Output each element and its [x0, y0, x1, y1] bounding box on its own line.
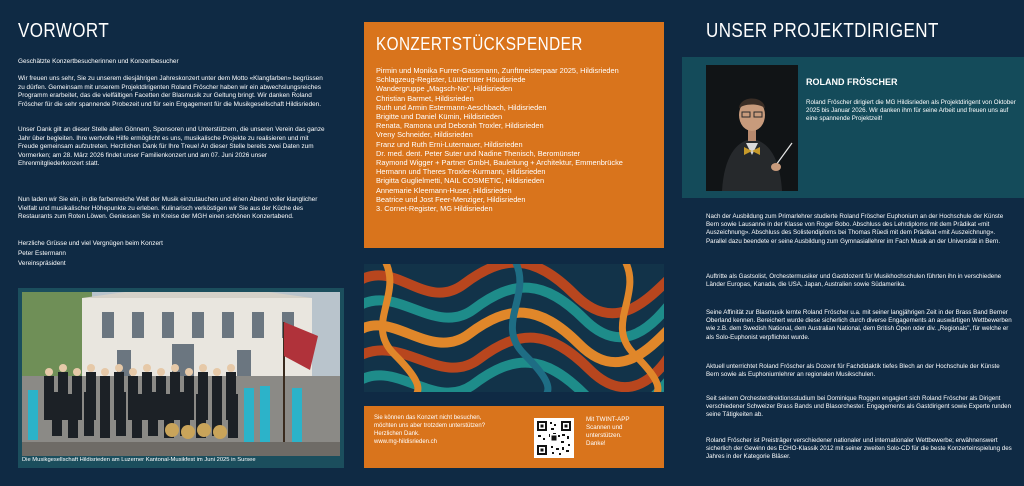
director-intro: Roland Fröscher dirigiert die MG Hildisrieden als Projektdirigent von Oktober 2025 bis Januar 2026. Wir danken ihm für seine Arbeit und freuen uns auf eine spannende Projektzeit! — [806, 99, 1016, 123]
vorwort-panel — [0, 0, 342, 486]
director-bio-2: Auftritte als Gastsolist, Orchestermusiker und Gastdozent für Musikhochschulen führten ihn in verschiedene Länder Europas, Kanada, die USA, Japan, Australien sowie Südamerika. — [706, 273, 1002, 289]
director-bio-4: Aktuell unterrichtet Roland Fröscher als Dozent für Fachdidaktik tiefes Blech an der Hochschule der Künste Bern sowie als Euphoniumlehrer an regionalen Musikschulen. — [706, 363, 1000, 379]
donor-item: Wandergruppe „Magsch-No", Hildisrieden — [376, 84, 513, 94]
twint-instructions-line-4: Danke! — [586, 440, 606, 447]
twint-appeal-line-3: Herzlichen Dank. — [374, 431, 420, 437]
band-photo — [22, 292, 340, 456]
vorwort-paragraph-2: Unser Dank gilt an dieser Stelle allen Gönnern, Sponsoren und Unterstützern, die unseren Verein das ganze Jahr über begleiten. Ihre wertvolle Hilfe ermöglicht es uns, musikalische Projekte zu realisieren und mit Freude gemeinsam aufzutreten. Herzlichen Dank für Ihre Treue! An dieser Stelle bereits zwei Daten zum Vormerken; am 28. März 2026 findet unser Familienkonzert und am 07. Juni 2026 unser Ehrenmitgliederkonzert statt. — [18, 126, 325, 168]
director-photo — [706, 65, 798, 191]
donors-panel — [342, 0, 682, 486]
vorwort-title: VORWORT — [18, 20, 110, 42]
donor-item: 3. Cornet-Register, MG Hildisrieden — [376, 204, 493, 214]
twint-instructions-line-2: Scannen und — [586, 424, 623, 431]
donor-item: Christian Barmet, Hildisrieden — [376, 93, 474, 103]
director-card — [682, 57, 1024, 198]
twint-instructions — [586, 416, 656, 448]
twint-instructions-line-3: unterstützen. — [586, 432, 622, 439]
twint-qr-code[interactable] — [534, 418, 574, 458]
donor-item: Brigitta Guglielmetti, NAIL COSMETIC, Hildisrieden — [376, 176, 545, 186]
donor-item: Renata, Ramona und Deborah Troxler, Hildisrieden — [376, 121, 544, 131]
vorwort-greeting: Geschätzte Konzertbesucherinnen und Konzertbesucher — [18, 58, 179, 65]
donor-item: Dr. med. dent. Peter Suter und Nadine Thenisch, Beromünster — [376, 148, 581, 158]
donor-box — [364, 22, 664, 248]
donor-item: Annemarie Kleemann-Huser, Hildisrieden — [376, 185, 512, 195]
donor-item: Schlagzeug-Register, Lüütertüter Höudisriede — [376, 75, 526, 85]
director-title: UNSER PROJEKTDIRIGENT — [706, 20, 939, 42]
donor-item: Brigitte und Daniel Kümin, Hildisrieden — [376, 112, 503, 122]
donor-list — [376, 66, 666, 213]
director-bio-5: Seit seinem Orchesterdirektionsstudium bei Dominique Roggen engagiert sich Roland Fröscher als Dirigent verschiedener Schweizer Brass Bands und Blasorchester. Engagements als Gastdirigent sowie Experte runden seine Tätigkeiten ab. — [706, 395, 1012, 419]
director-bio-6: Roland Fröscher ist Preisträger verschiedener nationaler und internationaler Wettbewerbe; erwähnenswert sicherlich der Gewinn des ECHO-Klassik 2012 mit seiner zweiten Solo-CD für die beste Konzerteinspielung des Jahres in der Kategorie Bläser. — [706, 437, 1012, 461]
director-name: ROLAND FRÖSCHER — [806, 77, 898, 87]
band-photo-frame — [18, 288, 344, 468]
director-panel — [682, 0, 1024, 486]
director-bio-1: Nach der Ausbildung zum Primarlehrer studierte Roland Fröscher Euphonium an der Hochschule der Künste Bern sowie Lausanne in der Klasse von Roger Bobo. Abschluss des Lehrdiploms mit dem Prädikat «mit Auszeichnung». Abschluss des Solistendiploms bei Thomas Rüedi mit dem Prädikat «mit Auszeichnung». Parallel dazu beendete er seine Ausbildung zum Gymnasiallehrer im Fach Musik an der Universität in Bern. — [706, 213, 1004, 245]
twint-appeal-line-2: möchten uns aber trotzdem unterstützen? — [374, 423, 486, 429]
decorative-wave-pattern — [364, 264, 664, 392]
twint-donation-box — [364, 406, 664, 468]
vorwort-closing: Herzliche Grüsse und viel Vergnügen beim Konzert — [18, 240, 163, 247]
donor-item: Beatrice und Jost Feer-Menziger, Hildisrieden — [376, 194, 526, 204]
donors-title: KONZERTSTÜCKSPENDER — [376, 34, 583, 54]
donor-item: Hermann und Theres Troxler-Kurmann, Hildisrieden — [376, 167, 546, 177]
vorwort-role: Vereinspräsident — [18, 260, 66, 267]
vorwort-paragraph-3: Nun laden wir Sie ein, in die farbenreiche Welt der Musik einzutauchen und einen Abend voller klanglicher Vielfalt und musikalischer Höhepunkte zu erleben. Kulinarisch verköstigen wir Sie aus der Küche des Restaurants zum Roten Löwen. Geniessen Sie im Kreise der MGH einen schönen Konzertabend. — [18, 196, 318, 221]
vorwort-paragraph-1: Wir freuen uns sehr, Sie zu unserem diesjährigen Jahreskonzert unter dem Motto «Klangfarben» begrüssen zu dürfen. Gemeinsam mit unserem Projektdirigenten Roland Fröscher haben wir ein abwechslungsreiches Programm erarbeitet, das die vielfältigen Facetten der Blasmusik zur Geltung bringt. Wir danken Roland Fröscher für die sehr spannende Probezeit und für sein Engagement für die Musikgesellschaft Hildisrieden. — [18, 75, 323, 108]
donor-item: Raymond Wigger + Partner GmbH, Bauleitung + Architektur, Emmenbrücke — [376, 158, 623, 168]
donor-item: Vreny Schneider, Hildisrieden — [376, 130, 473, 140]
donor-item: Pirmin und Monika Furrer-Gassmann, Zunftmeisterpaar 2025, Hildisrieden — [376, 66, 619, 75]
website-link[interactable]: www.mg-hildisrieden.ch — [374, 439, 438, 445]
donor-item: Ruth und Armin Estermann-Aeschbach, Hildisrieden — [376, 102, 547, 112]
twint-appeal-line-1: Sie können das Konzert nicht besuchen, — [374, 415, 482, 421]
twint-appeal — [374, 414, 534, 446]
twint-instructions-line-1: Mit TWINT-APP — [586, 416, 630, 423]
director-bio-3: Seine Affinität zur Blasmusik lernte Roland Fröscher u.a. mit seiner langjährigen Zeit in der Brass Band Berner Oberland kennen. Bereichert wurde diese sicherlich durch diverse Engagements an auswärtigen Wettbewerben wie z.B. dem Swedish National, dem Australian National, dem British Open oder div. „Regionals", für welche er als Solo-Euphonist verpflichtet wurde. — [706, 309, 1012, 341]
photo-caption: Die Musikgesellschaft Hildisrieden am Luzerner Kantonal-Musikfest im Juni 2025 in Sursee — [22, 457, 256, 463]
vorwort-signer: Peter Estermann — [18, 250, 66, 257]
donor-item: Franz und Ruth Erni-Luternauer, Hildisrieden — [376, 139, 523, 149]
